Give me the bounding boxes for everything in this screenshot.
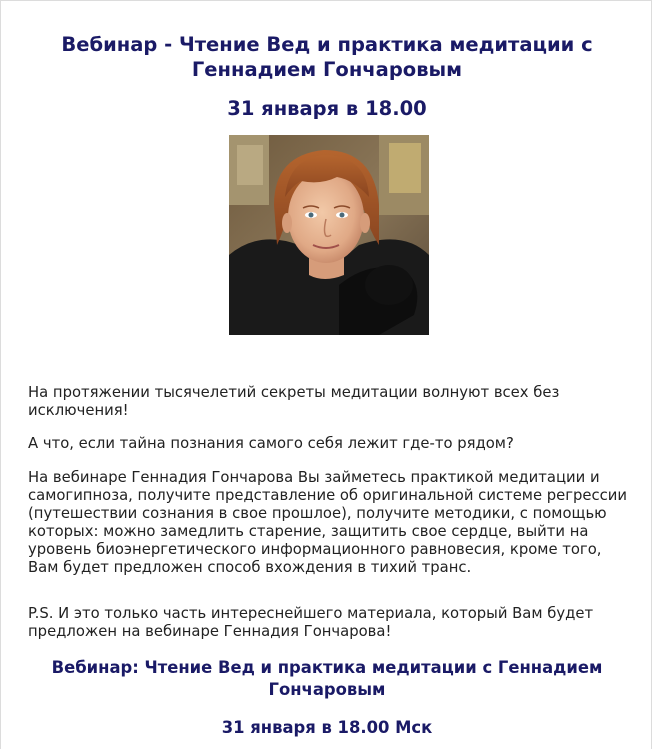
intro-paragraph: На протяжении тысячелетий секреты медитации волнуют всех без исключения! — [28, 384, 560, 419]
footer-webinar-date: 31 января в 18.00 Мск — [221, 718, 433, 737]
question-paragraph: А что, если тайна познания самого себя лежит где-то рядом? — [28, 435, 514, 452]
postscript-paragraph: P.S. И это только часть интереснейшего материала, который Вам будет предложен на вебинаре Геннадия Гончарова! — [28, 605, 594, 640]
speaker-portrait-photo — [229, 135, 429, 335]
webinar-date: 31 января в 18.00 — [227, 97, 427, 120]
webinar-title: Вебинар - Чтение Вед и практика медитации с Геннадием Гончаровым — [61, 33, 593, 81]
description-paragraph: На вебинаре Геннадия Гончарова Вы займетесь практикой медитации и самогипноза, получите представление об оригинальной системе регрессии (путешествии сознания в свое прошлое), получите методики, с помощью которых: можно замедлить старение, защитить свое сердце, выйти на уровень биоэнергетического информационного равновесия, кроме того, Вам будет предложен способ вхождения в тихий транс. — [28, 469, 628, 576]
footer-webinar-title: Вебинар: Чтение Вед и практика медитации с Геннадием Гончаровым — [51, 658, 603, 699]
